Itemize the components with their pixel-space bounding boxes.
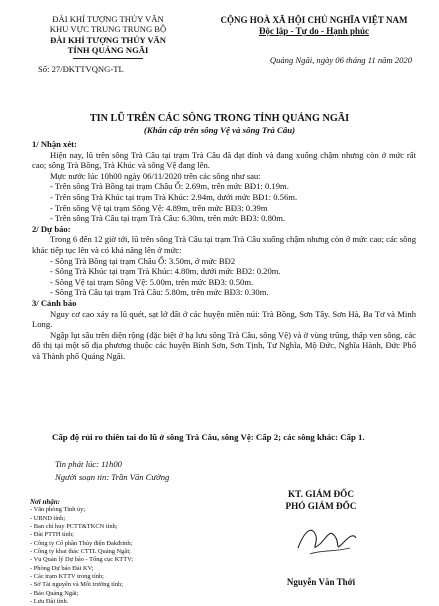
agency-line-1: ĐÀI KHÍ TƯỢNG THỦY VĂN (52, 14, 164, 24)
recipient-item: - Công ty Cổ phần Thủy điện Đakđrinh; (30, 539, 133, 547)
section-2-item: - Sông Vệ tại trạm Sông Vệ: 5.00m, trên mức BĐ3: 0.50m. (50, 276, 254, 287)
agency-line-3: ĐÀI KHÍ TƯỢNG THỦY VĂN (50, 34, 166, 45)
document-number: Số: 27/ĐKTTVQNG-TL (38, 63, 124, 74)
section-1-item: - Trên sông Trà Bồng tại trạm Châu Ổ: 2.69m, trên mức BĐ1: 0.19m. (50, 181, 289, 192)
recipient-item: - Phòng Dự báo Đài KV; (30, 564, 94, 572)
author-line: Người soạn tin: Trần Văn Cường (55, 472, 170, 482)
issue-metadata (55, 458, 355, 484)
section-2-paragraph-1: Trong 6 đến 12 giờ tới, lũ trên sông Trà Câu tại trạm Trà Câu xuống chậm nhưng còn ở mức cao; các sông khác tiếp tục lên và có khả năng lên ở mức: (32, 234, 416, 255)
section-2-item: - Sông Trà Khúc tại trạm Trà Khúc: 4.80m, dưới mức BĐ2: 0.20m. (50, 266, 281, 277)
agency-line-4: TỈNH QUẢNG NGÃI (67, 45, 149, 56)
section-3-paragraph-1: Nguy cơ cao xảy ra lũ quét, sạt lở đất ở các huyện miền núi: Trà Bồng, Sơn Tây. Sơn Hà, Ba Tơ và Minh Long. (32, 308, 416, 330)
document-title: TIN LŨ TRÊN CÁC SÔNG TRONG TỈNH QUẢNG NGÃI (89, 113, 350, 124)
section-1-paragraph-1: Hiện nay, lũ trên sông Trà Câu tại trạm Trà Câu đã đạt đỉnh và đang xuống chậm nhưng còn ở mức rất cao; sông Trà Bồng, Trà Khúc và sông Vệ đang lên. (32, 149, 416, 171)
national-header-block (196, 15, 432, 66)
section-2-heading: 2/ Dự báo: (32, 223, 71, 234)
section-1-item: - Trên sông Trà Khúc tại trạm Trà Khúc: 2.94m, dưới mức BĐ1: 0.56m. (50, 191, 298, 202)
issuing-agency-block (28, 14, 188, 74)
recipient-item: - Sở Tài nguyên và Môi trường tỉnh; (30, 581, 123, 589)
recipient-item: - Vụ Quản lý Dự báo - Tổng cục KTTV; (30, 556, 134, 564)
agency-line-2: KHU VỰC TRUNG TRUNG BỘ (49, 24, 167, 35)
recipient-item: - Đài PTTH tỉnh; (30, 531, 74, 539)
recipient-item: - Ban chỉ huy PCTT&TKCN tỉnh; (30, 523, 118, 531)
section-1-heading: 1/ Nhận xét: (32, 139, 77, 149)
section-2-item: - Sông Trà Câu tại trạm Trà Câu: 5.80m, trên mức BĐ3: 0.30m. (50, 287, 269, 298)
section-1-item: - Trên sông Trà Câu tại trạm Trà Câu: 6.30m, trên mức BĐ3: 0.80m. (50, 213, 286, 224)
handwritten-signature-icon (290, 514, 360, 564)
section-3-paragraph-2: Ngập lụt sâu trên diện rộng (đặc biệt ở hạ lưu sông Trà Câu, sông Vệ) và ở vùng trũng, thấp ven sông, các đô thị tại một số địa phương thuộc các huyện Bình Sơn, Sơn Tịnh, Tư Nghĩa, Mộ Đức, Nghĩa Hành, Đức Phổ và Thành phố Quảng Ngãi. (32, 329, 416, 361)
section-2-item: - Sông Trà Bồng tại trạm Châu Ổ: 3.50m, ở mức BĐ2 (50, 255, 236, 266)
signature-title-2: PHÓ GIÁM ĐỐC (285, 500, 357, 511)
section-3-heading: 3/ Cảnh báo (32, 297, 77, 308)
document-body (32, 139, 416, 361)
recipient-item: - Văn phòng Tỉnh ủy; (30, 506, 86, 514)
recipient-item: - UBND tỉnh; (30, 514, 66, 522)
national-motto: Độc lập - Tự do - Hạnh phúc (258, 26, 369, 36)
document-subtitle: (Khẩn cấp trên sông Vệ và sông Trà Câu) (143, 125, 296, 135)
place-date-line: Quảng Ngãi, ngày 06 tháng 11 năm 2020 (269, 55, 412, 65)
recipients-heading: Nơi nhận: (30, 498, 61, 506)
signature-title-1: KT. GIÁM ĐỐC (288, 489, 354, 499)
recipient-item: - Lưu Đài tỉnh. (30, 598, 69, 606)
issue-time: Tin phát lúc: 11h00 (55, 459, 122, 469)
agency-underline (73, 58, 143, 59)
recipients-list (30, 498, 200, 606)
recipient-item: - Báo Quảng Ngãi; (30, 589, 79, 597)
signer-name: Nguyễn Văn Thới (286, 577, 356, 587)
recipient-item: - Công ty khai thác CTTL Quảng Ngãi; (30, 548, 131, 556)
risk-level-text: Cấp độ rủi ro thiên tai do lũ ở sông Trà Câu, sông Vệ: Cấp 2; các sông khác: Cấp 1. (52, 432, 365, 442)
country-name: CỘNG HOÀ XÃ HỘI CHỦ NGHĨA VIỆT NAM (220, 15, 408, 25)
section-1-item: - Trên sông Vệ tại trạm Sông Vệ: 4.89m, trên mức BĐ3: 0.39m (50, 202, 268, 213)
risk-level-statement (32, 432, 416, 443)
section-1-paragraph-2: Mực nước lúc 10h00 ngày 06/11/2020 trên các sông như sau: (50, 170, 261, 181)
recipient-item: - Các trạm KTTV trong tỉnh; (30, 573, 104, 581)
signature-block (246, 489, 396, 512)
